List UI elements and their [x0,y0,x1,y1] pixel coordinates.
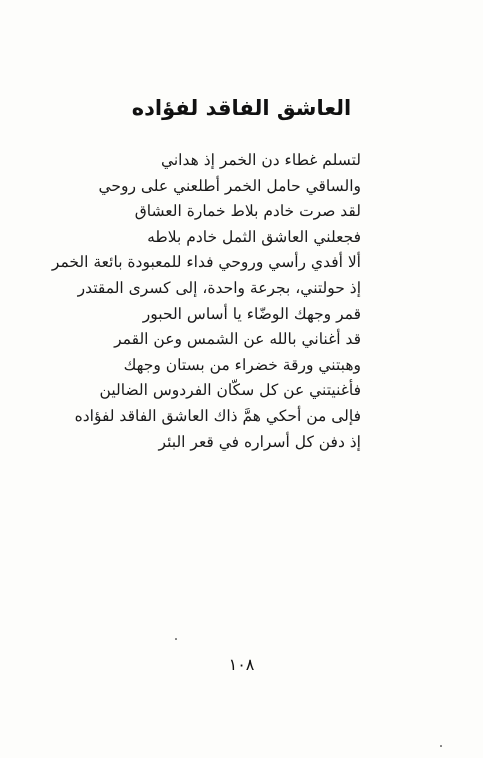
poem-line: فجعلني العاشق الثمل خادم بلاطه [147,227,361,246]
poem-line: والساقي حامل الخمر أطلعني على روحي [98,176,361,195]
poem-line: قمر وجهك الوضّاء يا أساس الحبور [142,304,361,323]
poem-line: فإلى من أحكي همَّ ذاك العاشق الفاقد لفؤاده [74,406,361,425]
poem-title: العاشق الفاقد لفؤاده [131,96,352,120]
speck [175,638,177,640]
poem-line: فأغنيتني عن كل سكّان الفردوس الضالين [99,381,361,400]
poem-line: لتسلم غطاء دن الخمر إذ هداني [160,151,361,169]
poem-line: إذ دفن كل أسراره في قعر البئر [158,432,361,451]
poem-line: قد أغناني بالله عن الشمس وعن القمر [114,330,361,349]
poem-line: إذ حولتني، بجرعة واحدة، إلى كسرى المقتدر [77,278,361,297]
poem-line: لقد صرت خادم بلاط خمارة العشاق [134,202,361,221]
page-number: ١٠٨ [228,655,255,674]
speck [440,745,442,747]
poem-body [31,148,361,455]
poem-line: ألا أفدي رأسي وروحي فداء للمعبودة بائعة الخمر [51,253,361,272]
poem-line: وهبتني ورقة خضراء من بستان وجهك [123,355,361,374]
